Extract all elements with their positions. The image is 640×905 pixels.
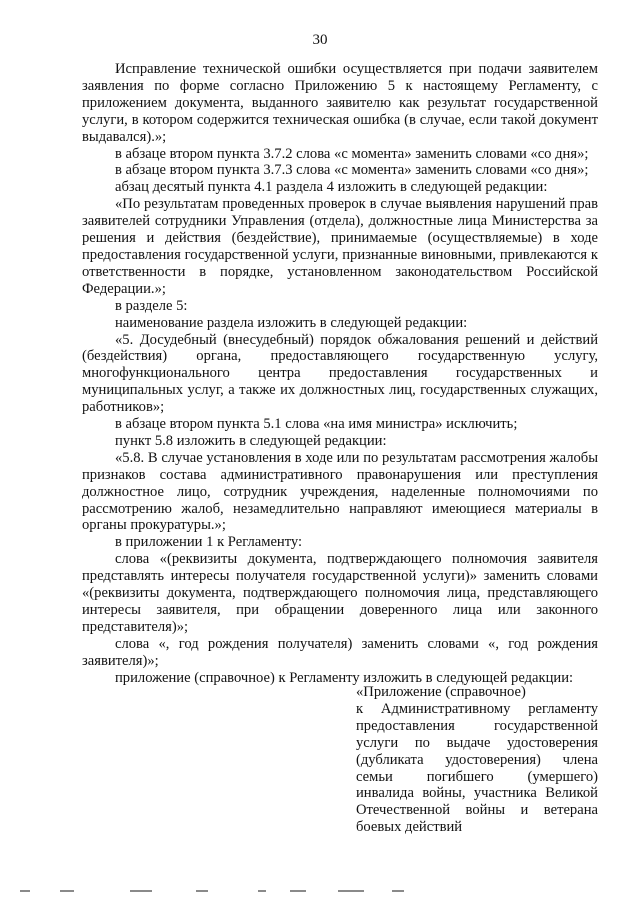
paragraph-amendment-3-7-3: в абзаце втором пункта 3.7.3 слова «с момента» заменить словами «со дня»;	[115, 162, 589, 179]
paragraph-technical-error-correction: Исправление технической ошибки осуществляется при подачи заявителем заявления по форме согласно Приложению 5 к настоящему Регламенту, с приложением документа, выданного заявителю как результат государственной услуги, в котором содержится техническая ошибка (в случае, если такой документ выдавался).»;	[82, 61, 598, 145]
document-body	[82, 61, 598, 687]
scan-mark	[196, 890, 208, 892]
reference-appendix-heading	[356, 684, 598, 836]
paragraph-amendment-4-1-text: «По результатам проведенных проверок в случае выявления нарушений прав заявителей сотрудники Управления (отдела), должностные лица Министерства за решения и действия (бездействие), принимаемые (осуществляемые) в ходе предоставления государственной услуги, признанные виновными, привлекаются к ответственности в порядке, установленном законодательством Российской Федерации.»;	[82, 196, 598, 297]
scan-mark	[392, 890, 404, 892]
paragraph-reference-appendix-intro: приложение (справочное) к Регламенту изложить в следующей редакции:	[115, 669, 574, 686]
appendix-text: к Административному регламенту предоставления государственной услуги по выдаче удостоверения (дубликата удостоверения) члена семьи погибшего (умершего) инвалида войны, участника Великой Отечественной войны и ветерана боевых действий	[356, 700, 598, 836]
scan-mark	[60, 890, 74, 892]
paragraph-section-5-intro: в разделе 5:	[115, 297, 188, 314]
paragraph-section-5-title-intro: наименование раздела изложить в следующей редакции:	[115, 314, 468, 331]
paragraph-amendment-4-1-intro: абзац десятый пункта 4.1 раздела 4 изложить в следующей редакции:	[115, 179, 548, 196]
paragraph-amendment-5-1: в абзаце втором пункта 5.1 слова «на имя министра» исключить;	[115, 416, 518, 433]
scan-mark	[130, 890, 152, 892]
paragraph-appendix-1-words-1: слова «(реквизиты документа, подтверждающего полномочия заявителя представлять интересы получателя государственной услуги)» заменить словами «(реквизиты документа, подтверждающего полномочия лица, представляющего интересы заявителя, при обращении доверенного лица или законного представителя)»;	[82, 551, 598, 635]
scan-mark	[258, 890, 266, 892]
paragraph-appendix-1-intro: в приложении 1 к Регламенту:	[115, 534, 303, 551]
scan-mark	[338, 890, 364, 892]
paragraph-section-5-title-text: «5. Досудебный (внесудебный) порядок обжалования решений и действий (бездействия) органа, предоставляющего государственную услугу, многофункционального центра предоставления государственных и муниципальных услуг, а также их должностных лиц, государственных служащих, работников»;	[82, 331, 598, 416]
paragraph-amendment-5-8-text: «5.8. В случае установления в ходе или по результатам рассмотрения жалобы признаков состава административного правонарушения или преступления должностное лицо, сотрудник учреждения, наделенные полномочиями по рассмотрению жалоб, незамедлительно направляют имеющиеся материалы в органы прокуратуры.»;	[82, 449, 598, 534]
scan-mark	[290, 890, 306, 892]
appendix-title: «Приложение (справочное)	[356, 684, 526, 700]
page-number: 30	[312, 32, 328, 48]
paragraph-appendix-1-words-2: слова «, год рождения получателя) заменить словами «, год рождения заявителя)»;	[82, 635, 598, 669]
paragraph-amendment-3-7-2: в абзаце втором пункта 3.7.2 слова «с момента» заменить словами «со дня»;	[115, 145, 589, 162]
scan-footer-artifacts	[20, 890, 620, 894]
paragraph-amendment-5-8-intro: пункт 5.8 изложить в следующей редакции:	[115, 432, 387, 449]
scan-mark	[20, 890, 30, 892]
